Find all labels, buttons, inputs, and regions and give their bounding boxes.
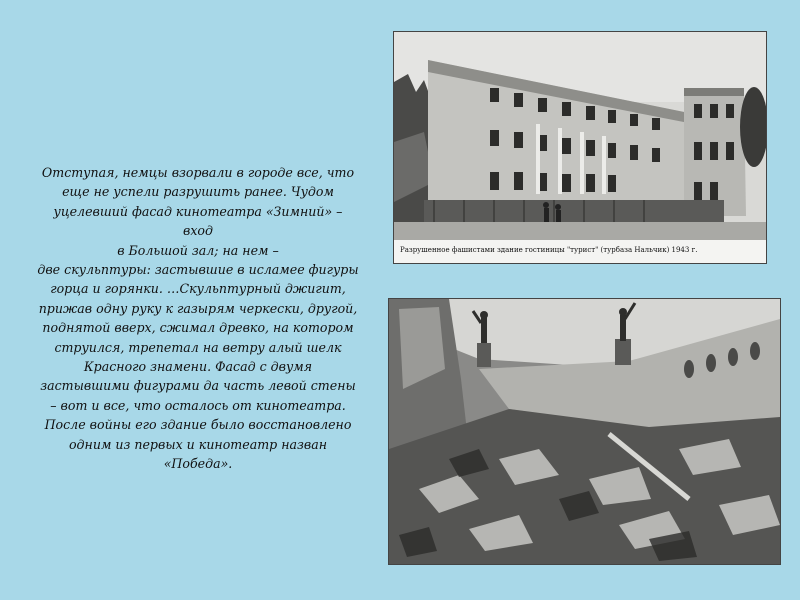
article-line: еще не успели разрушить ранее. Чудом [62,184,334,200]
article-line: Красного знамени. Фасад с двумя [83,359,313,375]
article-line: струился, трепетал на ветру алый шелк [54,339,342,355]
photo-destroyed-hotel [393,31,767,264]
article-line: застывшими фигурами да часть левой стены [40,378,356,394]
article-line: уцелевший фасад кинотеатра «Зимний» – [53,203,343,219]
article-line: поднятой вверх, сжимал древко, на котором [42,320,354,336]
article-line: горца и горянки. …Скульптурный джигит, [50,281,346,297]
article-line: Отступая, немцы взорвали в городе все, что [41,165,355,180]
article-line: вход [183,223,213,239]
photo-caption: Разрушенное фашистами здание гостиницы "турист" (турбаза Нальчик) 1943 г. [400,246,698,254]
article-line: После войны его здание было восстановлено [44,417,352,433]
article-text [24,163,372,474]
article-line: две скульптуры: застывшие в исламее фигуры [37,262,359,278]
article-line: прижав одну руку к газырям черкески, другой, [38,300,358,316]
photo-ruined-cinema [388,298,781,565]
article-line: «Победа». [163,456,233,472]
article-line: – вот и все, что осталось от кинотеатра. [50,397,346,413]
photo-ruined-cinema-image [389,299,780,564]
article-line: одним из первых и кинотеатр назван [68,436,328,452]
article-line: в Большой зал; на нем – [117,242,279,258]
photo-destroyed-hotel-image [394,32,766,240]
